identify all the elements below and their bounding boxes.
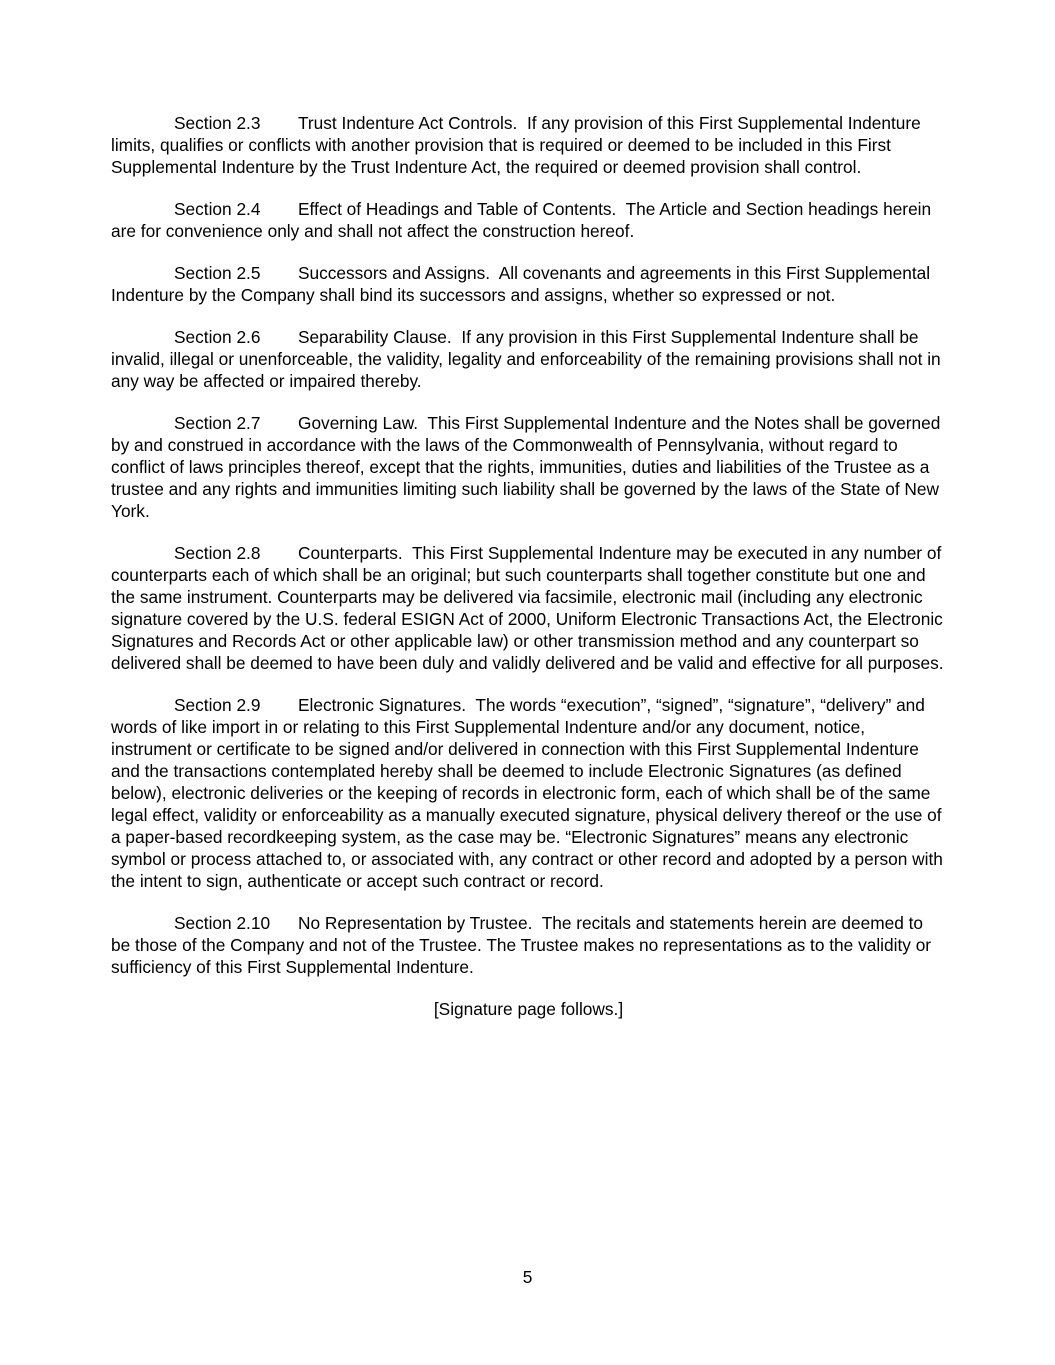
section-number: Section 2.9: [174, 695, 261, 715]
section-2-4: [111, 198, 946, 242]
section-title: Trust Indenture Act Controls.: [298, 113, 518, 133]
signature-page-note: [Signature page follows.]: [433, 999, 624, 1019]
section-2-3: [111, 112, 946, 178]
section-2-9: [111, 694, 946, 892]
section-title: Successors and Assigns.: [298, 263, 491, 283]
section-title: No Representation by Trustee.: [298, 913, 533, 933]
section-2-7: [111, 412, 946, 522]
section-body: This First Supplemental Indenture may be executed in any number of counterparts each of which shall be an original; but such counterparts shall together constitute but one and the same instrument. Counterparts may be delivered via facsimile, electronic mail (including any electronic signature covered by the U.S. federal ESIGN Act of 2000, Uniform Electronic Transactions Act, the Electronic Signatures and Records Act or other applicable law) or other transmission method and any counterpart so delivered shall be deemed to have been duly and validly delivered and be valid and effective for all purposes.: [111, 543, 944, 673]
section-body: If any provision in this First Supplemental Indenture shall be invalid, illegal or unenforceable, the validity, legality and enforceability of the remaining provisions shall not in any way be affected or impaired thereby.: [111, 327, 941, 391]
section-title: Electronic Signatures.: [298, 695, 467, 715]
section-number: Section 2.3: [174, 113, 261, 133]
section-2-10: [111, 912, 946, 978]
section-2-5: [111, 262, 946, 306]
section-body: This First Supplemental Indenture and the Notes shall be governed by and construed in accordance with the laws of the Commonwealth of Pennsylvania, without regard to conflict of laws principles thereof, except that the rights, immunities, duties and liabilities of the Trustee as a trustee and any rights and immunities limiting such liability shall be governed by the laws of the State of New York.: [111, 413, 941, 521]
section-2-8: [111, 542, 946, 674]
section-body: The words “execution”, “signed”, “signature”, “delivery” and words of like import in or relating to this First Supplemental Indenture and/or any document, notice, instrument or certificate to be signed and/or delivered in connection with this First Supplemental Indenture and the transactions contemplated hereby shall be deemed to include Electronic Signatures (as defined below), electronic deliveries or the keeping of records in electronic form, each of which shall be of the same legal effect, validity or enforceability as a manually executed signature, physical delivery thereof or the use of a paper-based recordkeeping system, as the case may be. “Electronic Signatures” means any electronic symbol or process attached to, or associated with, any contract or other record and adopted by a person with the intent to sign, authenticate or accept such contract or record.: [111, 695, 943, 891]
section-body: If any provision of this First Supplemental Indenture limits, qualifies or conflicts with another provision that is required or deemed to be included in this First Supplemental Indenture by the Trust Indenture Act, the required or deemed provision shall control.: [111, 113, 921, 177]
section-number: Section 2.8: [174, 543, 261, 563]
section-title: Separability Clause.: [298, 327, 452, 347]
section-title: Counterparts.: [298, 543, 403, 563]
section-number: Section 2.4: [174, 199, 261, 219]
section-number: Section 2.10: [174, 913, 271, 933]
section-2-6: [111, 326, 946, 392]
page-number: 5: [522, 1267, 533, 1287]
section-number: Section 2.6: [174, 327, 261, 347]
document-page: [111, 112, 946, 1037]
section-body: The Article and Section headings herein are for convenience only and shall not affect the construction hereof.: [111, 199, 932, 241]
section-number: Section 2.5: [174, 263, 261, 283]
section-title: Effect of Headings and Table of Contents.: [298, 199, 617, 219]
section-title: Governing Law.: [298, 413, 419, 433]
section-number: Section 2.7: [174, 413, 261, 433]
section-body: All covenants and agreements in this First Supplemental Indenture by the Company shall bind its successors and assigns, whether so expressed or not.: [111, 263, 931, 305]
section-body: The recitals and statements herein are deemed to be those of the Company and not of the Trustee. The Trustee makes no representations as to the validity or sufficiency of this First Supplemental Indenture.: [111, 913, 932, 977]
